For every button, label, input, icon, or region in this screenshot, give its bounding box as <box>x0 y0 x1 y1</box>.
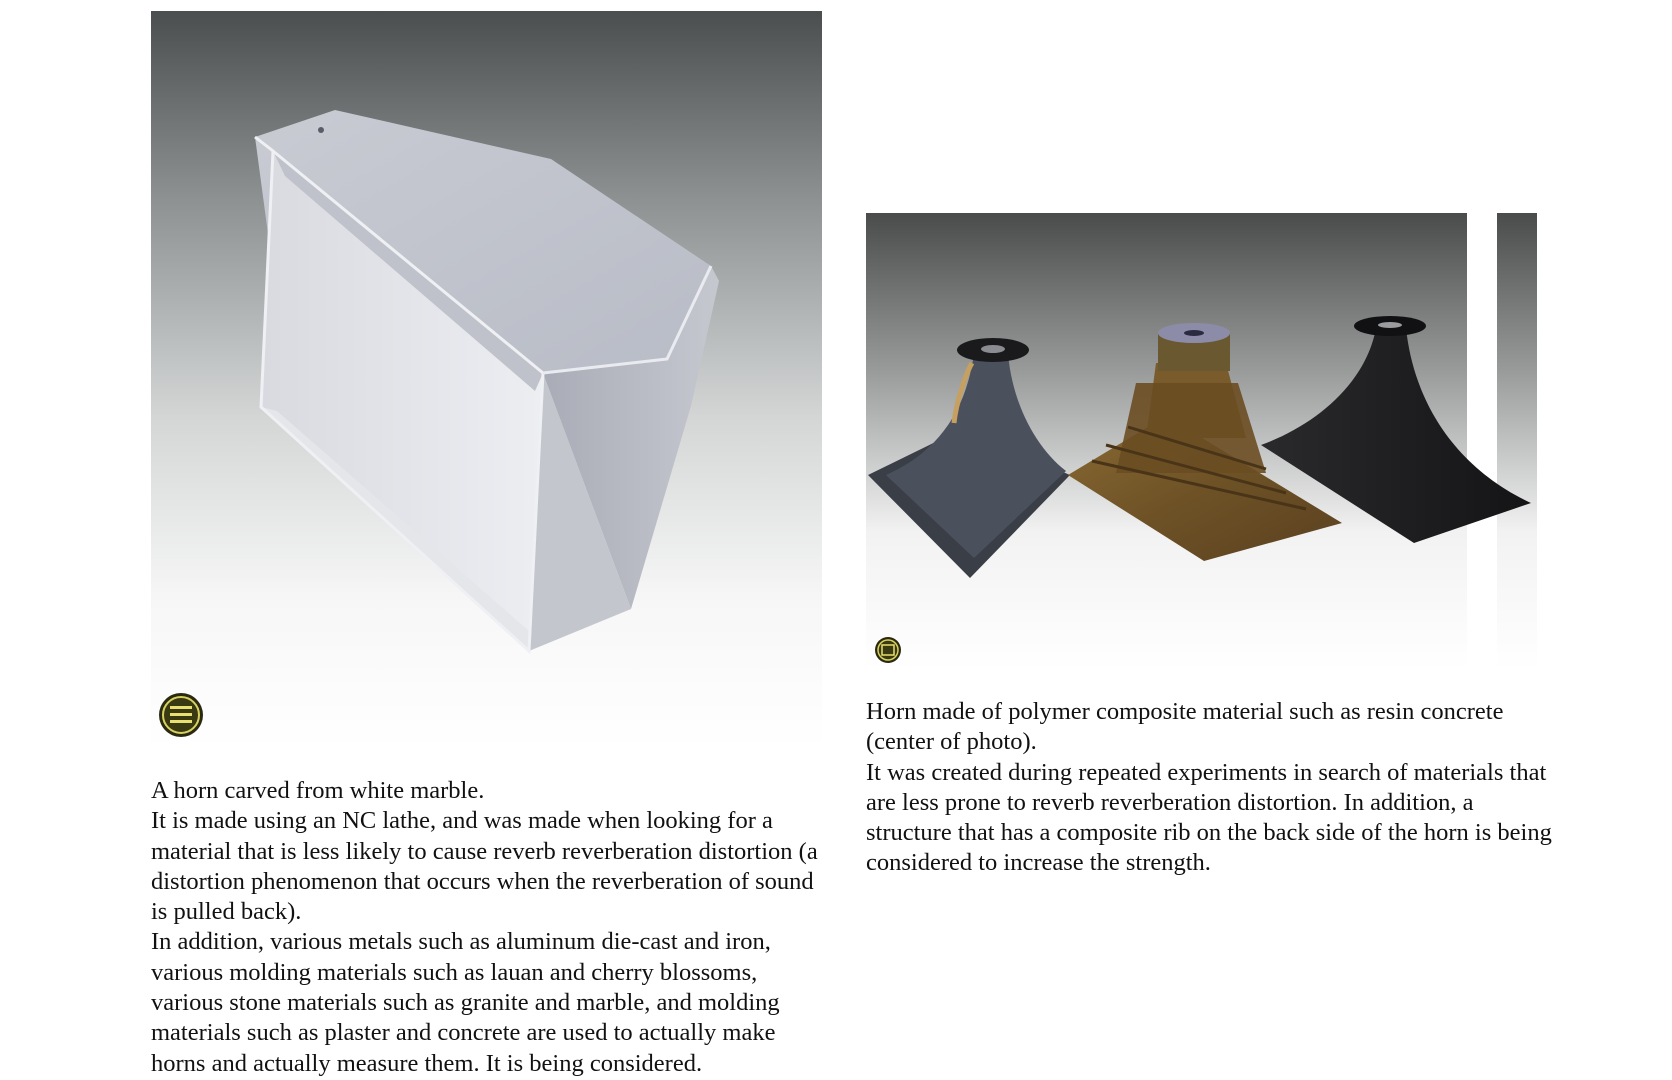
badge-icon <box>875 637 901 663</box>
marble-horn-photo <box>151 11 822 750</box>
marble-horn-caption <box>151 776 831 1079</box>
caption-line: In addition, various metals such as aluminum die-cast and iron, various molding materials such as lauan and cherry blossoms, various stone materials such as granite and marble, and molding materials such as plaster and concrete are used to actually make horns and actually measure them. It is being considered. <box>151 928 780 1077</box>
caption-line: It is made using an NC lathe, and was made when looking for a material that is less likely to cause reverb reverberation distortion (a distortion phenomenon that occurs when the reverberation of sound is pulled back). <box>151 807 818 926</box>
composite-horn-caption <box>866 697 1556 879</box>
caption-line: It was created during repeated experiments in search of materials that are less prone to reverb reverberation distortion. In addition, a structure that has a composite rib on the back side of the horn is being considered to increase the strength. <box>866 758 1552 877</box>
caption-line: A horn carved from white marble. <box>151 777 485 804</box>
composite-horns-photo <box>866 213 1537 669</box>
caption-line: Horn made of polymer composite material such as resin concrete (center of photo). <box>866 698 1504 756</box>
menu-icon <box>159 693 203 737</box>
